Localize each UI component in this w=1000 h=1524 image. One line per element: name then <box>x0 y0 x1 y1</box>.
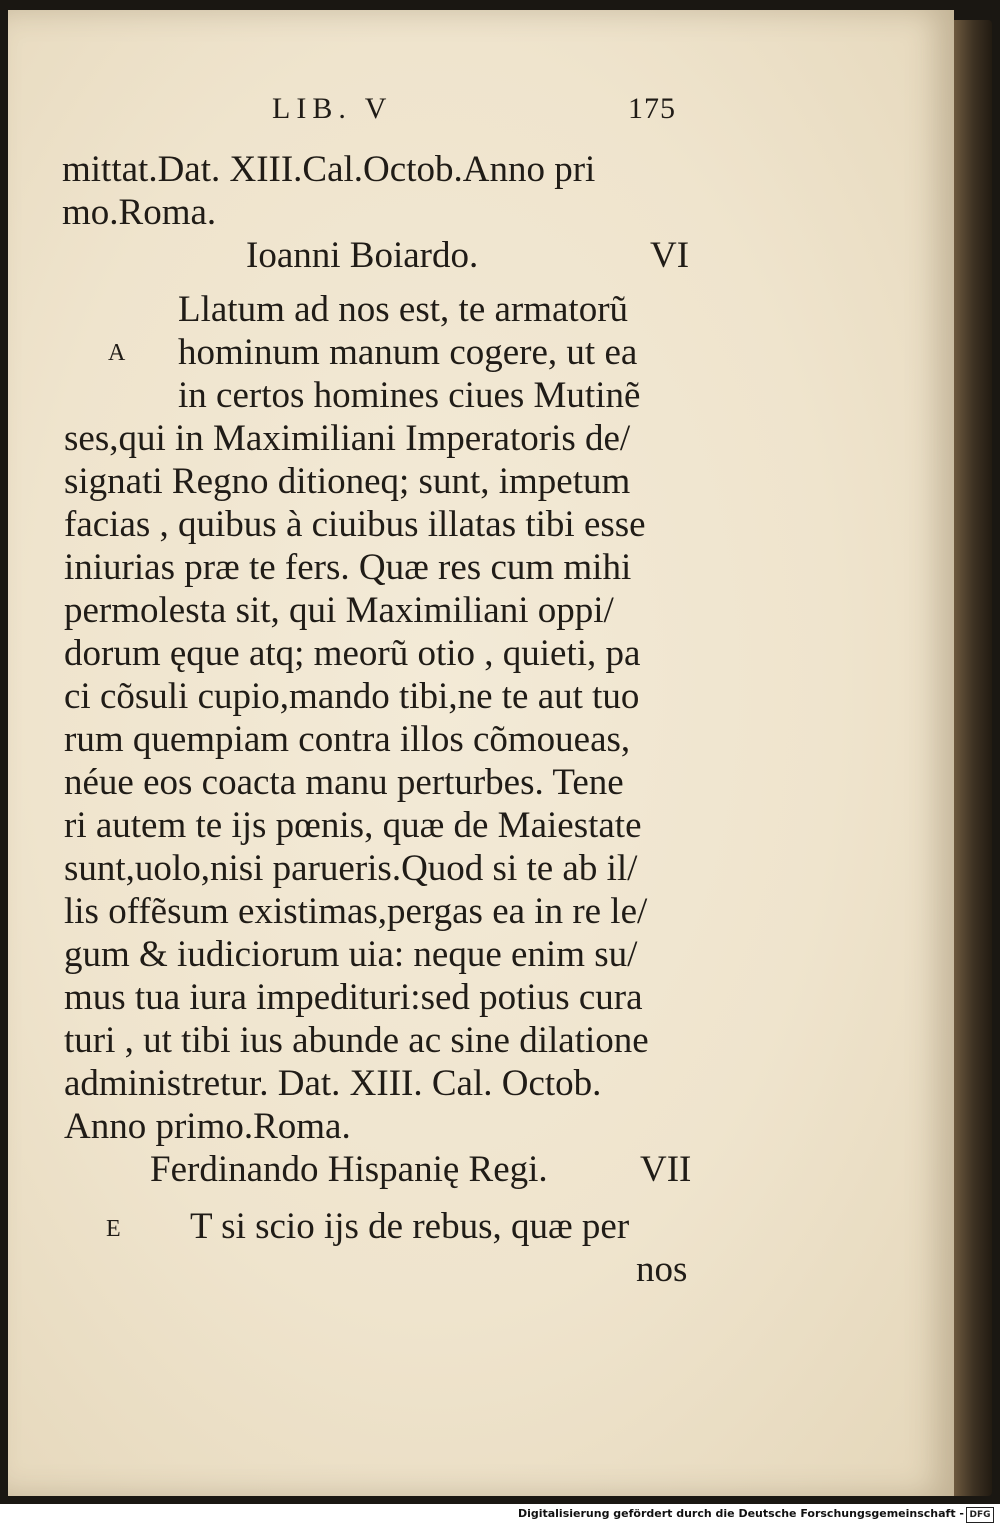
text-line: ri autem te ijs pœnis, quæ de Maiestate <box>64 805 642 846</box>
page-number: 175 <box>628 92 676 125</box>
letter-vii-addressee: Ferdinando Hispanię Regi. <box>150 1149 548 1190</box>
text-line: hominum manum cogere, ut ea <box>178 332 638 373</box>
text-line: iniurias præ te fers. Quæ res cum mihi <box>64 547 632 588</box>
dfg-logo: DFG <box>966 1507 994 1523</box>
letter-vii-margin-letter: E <box>106 1216 121 1242</box>
catchword: nos <box>636 1249 688 1290</box>
text-line: rum quempiam contra illos cõmoueas, <box>64 719 631 760</box>
letter-vi-margin-letter: A <box>108 340 126 366</box>
text-line: lis offẽsum existimas,pergas ea in re le/ <box>64 891 648 932</box>
running-title: LIB. V <box>272 92 393 125</box>
text-line: T si scio ijs de rebus, quæ per <box>190 1206 630 1247</box>
text-line: signati Regno ditioneq; sunt, impetum <box>64 461 631 502</box>
text-line: mo.Roma. <box>62 192 217 233</box>
text-line: mittat.Dat. XIII.Cal.Octob.Anno pri <box>62 149 596 190</box>
letter-vi-addressee: Ioanni Boiardo. <box>246 235 479 276</box>
text-line: dorum ęque atq; meorũ otio , quieti, pa <box>64 633 641 674</box>
text-line: turi , ut tibi ius abunde ac sine dilatione <box>64 1020 649 1061</box>
letter-vi-number: VI <box>650 235 690 276</box>
text-line: gum & iudiciorum uia: neque enim su/ <box>64 934 638 975</box>
text-line: facias , quibus à ciuibus illatas tibi esse <box>64 504 646 545</box>
footer-bar <box>0 1504 1000 1524</box>
text-line: sunt,uolo,nisi parueris.Quod si te ab il/ <box>64 848 638 889</box>
text-line: mus tua iura impedituri:sed potius cura <box>64 977 643 1018</box>
text-line: néue eos coacta manu perturbes. Tene <box>64 762 624 803</box>
text-line: permolesta sit, qui Maximiliani oppi/ <box>64 590 614 631</box>
text-line: Llatum ad nos est, te armatorũ <box>178 289 629 330</box>
footer-credit: Digitalisierung gefördert durch die Deutsche Forschungsgemeinschaft - <box>517 1507 964 1520</box>
letter-vii-number: VII <box>640 1149 692 1190</box>
text-line: administretur. Dat. XIII. Cal. Octob. <box>64 1063 602 1104</box>
text-line: ses,qui in Maximiliani Imperatoris de/ <box>64 418 631 459</box>
text-line: ci cõsuli cupio,mando tibi,ne te aut tuo <box>64 676 640 717</box>
text-line: in certos homines ciues Mutinẽ <box>178 375 641 416</box>
text-line: Anno primo.Roma. <box>64 1106 351 1147</box>
